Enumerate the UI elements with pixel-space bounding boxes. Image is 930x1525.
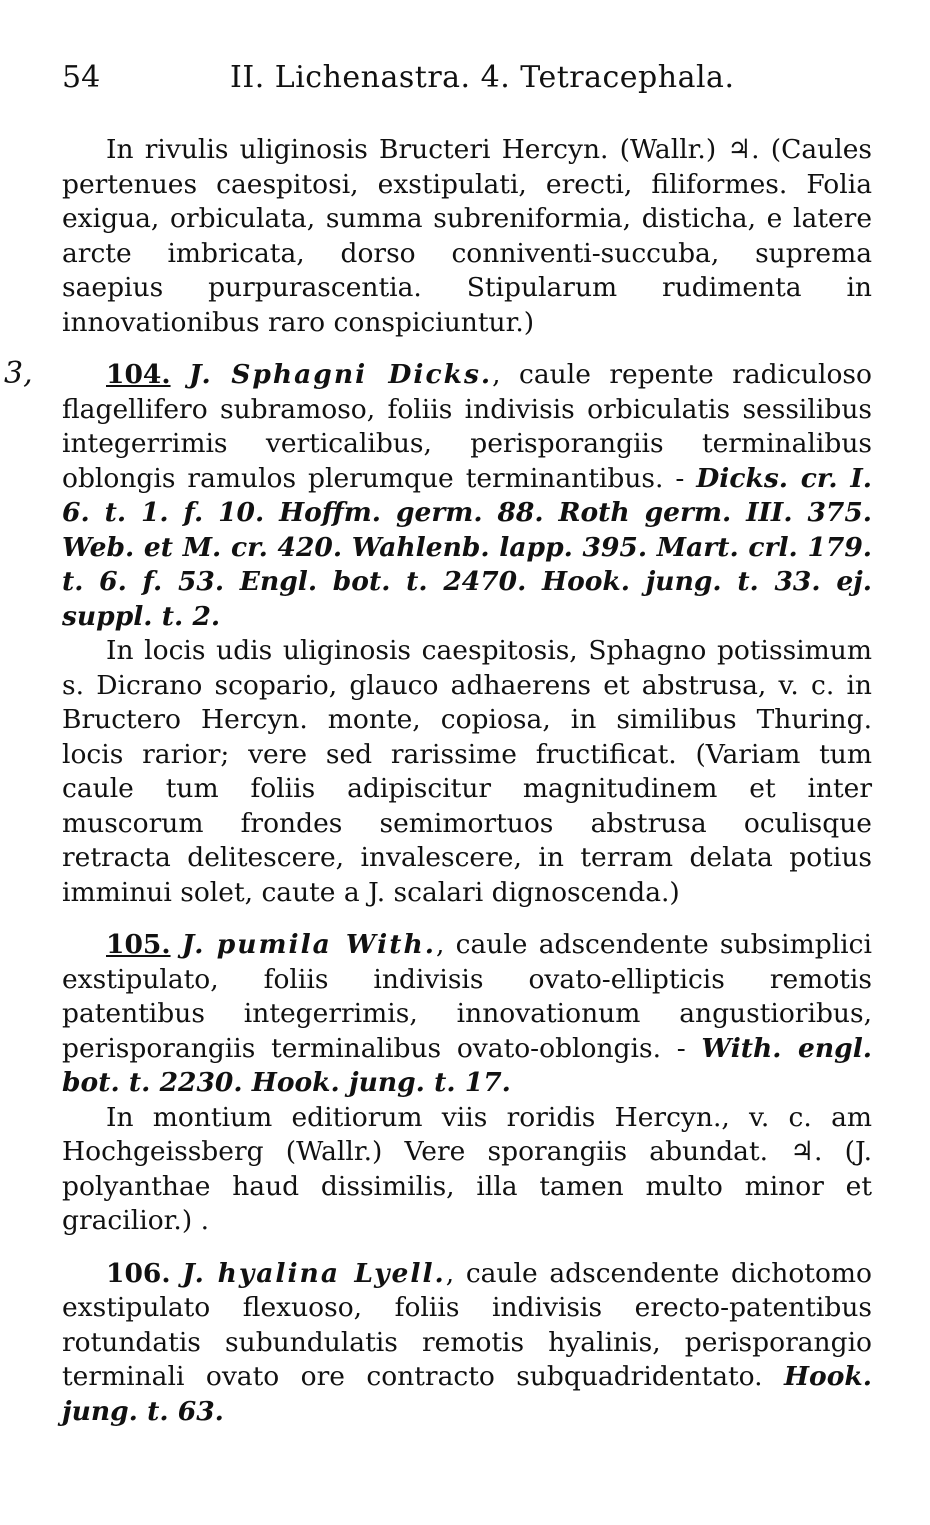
text-body bbox=[62, 133, 872, 1429]
running-head bbox=[62, 60, 882, 100]
species-description: , caule repente radiculoso flagellifero subramoso, foliis indivisis orbiculatis sessilibus integerrimis verticalibus, perisporangiis terminalibus oblongis ramulos plerumque terminantibus. - bbox=[62, 359, 872, 494]
species-description: , caule adscendente subsimplici exstipulato, foliis indivisis ovato-ellipticis remotis patentibus integerrimis, innovationum angustioribus, perisporangiis terminalibus ovato-oblongis. - bbox=[62, 929, 872, 1064]
genus-abbrev: J. bbox=[189, 359, 213, 390]
literature-references: Dicks. cr. I. 6. t. 1. f. 10. Hoffm. germ. 88. Roth germ. III. 375. Web. et M. cr. 420. Wahlenb. lapp. 395. Mart. crl. 179. t. 6. f. 53. Engl. bot. t. 2470. Hook. jung. t. 33. ej. suppl. t. 2. bbox=[62, 462, 872, 632]
genus-abbrev: J. bbox=[182, 1257, 206, 1289]
paragraph-habitat-3: In montium editiorum viis roridis Hercyn., v. c. am Hochgeissberg (Wallr.) Vere sporangiis abundat. ♃. (J. polyanthae haud dissimilis, illa tamen multo minor et gracilior.) . bbox=[62, 1101, 872, 1236]
species-name: pumila With. bbox=[216, 929, 436, 960]
margin-annotation: 3, bbox=[4, 356, 33, 391]
species-description: , caule adscendente dichotomo exstipulato flexuoso, foliis indivisis erecto-patentibus rotundatis subundulatis remotis hyalinis, perisporangio terminali ovato ore contracto subquadridentato. bbox=[62, 1257, 872, 1392]
entry-number: 104. bbox=[106, 359, 171, 390]
genus-abbrev: J. bbox=[181, 929, 206, 960]
species-entry-104 bbox=[62, 358, 872, 634]
page-number: 54 bbox=[62, 60, 101, 95]
running-title: II. Lichenastra. 4. Tetracephala. bbox=[230, 60, 735, 95]
literature-references: Hook. jung. t. 63. bbox=[62, 1361, 872, 1427]
entry-number: 106. bbox=[106, 1257, 171, 1289]
species-name: hyalina Lyell. bbox=[217, 1257, 446, 1289]
paragraph-habitat-2: In locis udis uliginosis caespitosis, Sphagno potissimum s. Dicrano scopario, glauco adhaerens et abstrusa, v. c. in Bructero Hercyn. monte, copiosa, in similibus Thuring. locis rarior; vere sed rarissime fructificat. (Variam tum caule tum foliis adipiscitur magnitudinem et inter muscorum frondes semimortuos abstrusa oculisque retracta delitescere, invalescere, in terram delata potius imminui solet, caute a J. scalari dignoscenda.) bbox=[62, 635, 872, 908]
species-entry-105 bbox=[62, 928, 872, 1101]
literature-references: With. engl. bot. t. 2230. Hook. jung. t. 17. bbox=[62, 1032, 872, 1098]
entry-number: 105. bbox=[106, 929, 171, 960]
species-name: Sphagni Dicks. bbox=[231, 359, 493, 390]
species-entry-106 bbox=[62, 1257, 872, 1430]
paragraph-habitat-1: In rivulis uliginosis Bructeri Hercyn. (Wallr.) ♃. (Caules pertenues caespitosi, exstipulati, erecti, filiformes. Folia exigua, orbiculata, summa subreniformia, disticha, e latere arcte imbricata, dorso conniventi-succuba, suprema saepius purpurascentia. Stipularum rudimenta in innovationibus raro conspiciuntur.) bbox=[62, 134, 872, 338]
